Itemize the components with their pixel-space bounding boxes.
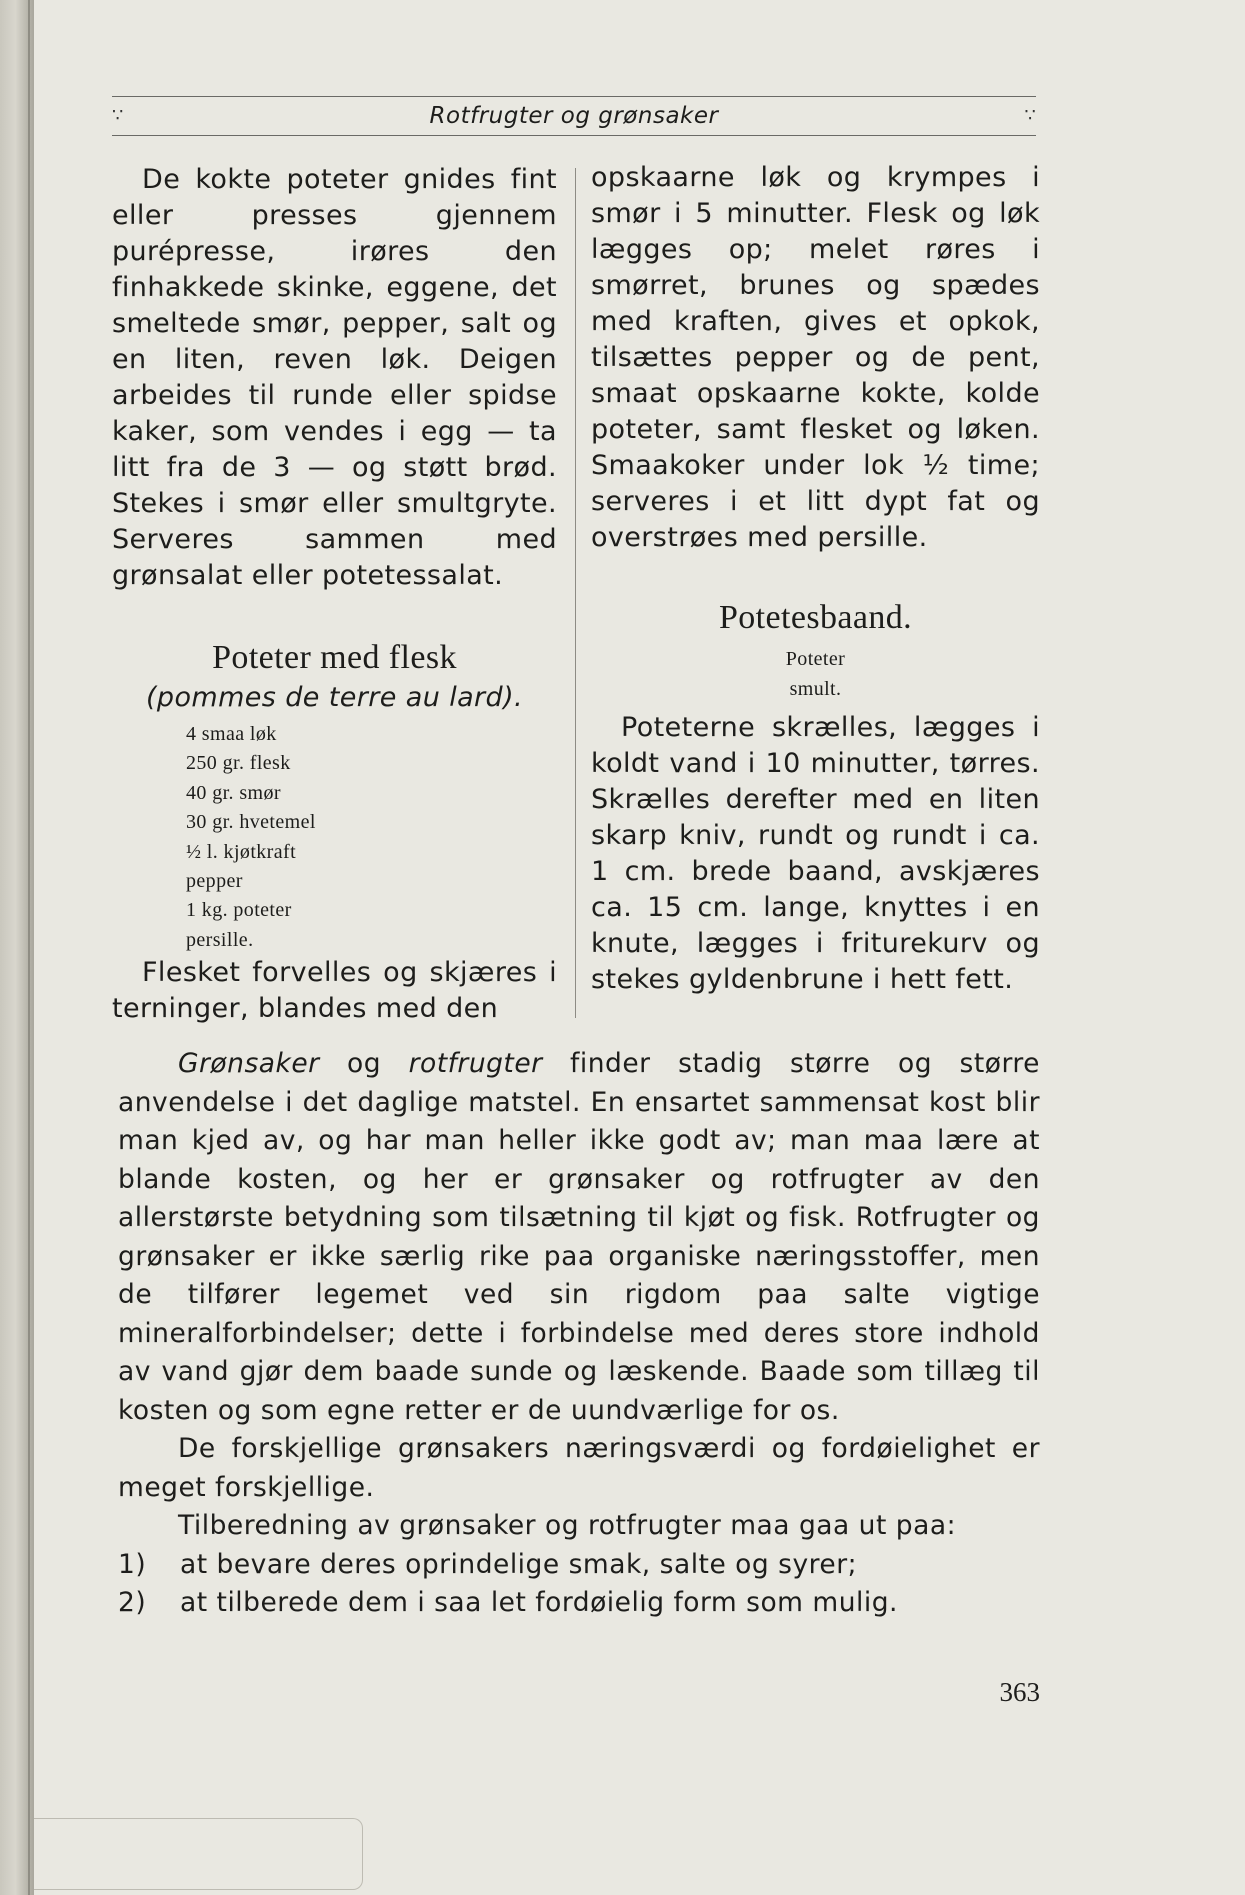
recipe-title-potetesbaand: Potetesbaand. [718,599,913,636]
ingredient-list-left [112,720,557,955]
running-header [112,96,1036,136]
ingredient-item: ½ l. kjøtkraft [186,840,297,863]
page-tab-mark [34,1818,363,1890]
right-paragraph-2: Poteterne skrælles, lægges i koldt vand i 10 minutter, tørres. Skrælles derefter med en liten skarp kniv, rundt og rundt i ca. 1 cm. brede baand, avskjæres ca. 15 cm. lange, knyttes i en knute, lægges i friturekurv og stekes gyldenbrune i hett fett. [591,712,1040,995]
text-og: og [319,1048,409,1079]
column-divider [575,168,576,1018]
left-paragraph-1: De kokte poteter gnides fint eller presses gjennem purépresse, irøres den finhakkede skinke, eggene, det smeltede smør, pepper, salt og en liten, reven løk. Deigen arbeides til runde eller spidse kaker, som vendes i egg — ta litt fra de 3 — og støtt brød. Stekes i smør eller smultgryte. Serveres sammen med grønsalat eller potetessalat. [112,164,557,591]
running-header-title: Rotfrugter og grønsaker [429,103,719,129]
list-text: at tilberede dem i saa let fordøielig form som mulig. [180,1587,898,1618]
list-item [118,1546,1040,1585]
spine-line [28,0,30,1895]
ingredient-item: 30 gr. hvetemel [186,811,316,834]
full-paragraph-3: Tilberedning av grønsaker og rotfrugter maa gaa ut paa: [178,1510,957,1541]
full-paragraph-1 [118,1045,1040,1430]
list-item [118,1584,1040,1623]
ingredient-item: persille. [186,928,254,951]
left-column [112,162,557,1027]
emphasis-gronsaker: Grønsaker [178,1048,320,1079]
right-paragraph-1: opskaarne løk og krympes i smør i 5 minutter. Flesk og løk lægges op; melet røres i smørret, brunes og spædes med kraften, gives et opkok, tilsættes pepper og de pent, smaat opskaarne kokte, kolde poteter, samt flesket og løken. Smaakoker under lok ½ time; serveres i et litt dypt fat og overstrøes med persille. [591,162,1040,553]
ingredient-item: 250 gr. flesk [186,752,291,775]
ingredient-list-right [591,644,1040,704]
full-width-text [118,1045,1040,1623]
ingredient-item: 1 kg. poteter [186,899,292,922]
recipe-subtitle: (pommes de terre au lard). [145,682,524,713]
list-text: at bevare deres oprindelige smak, salte og syrer; [180,1548,858,1580]
recipe-title-poteter-med-flesk: Poteter med flesk [212,639,457,676]
ornament-left-icon: ∵ [112,105,124,126]
ingredient-item: pepper [186,870,243,893]
full-paragraph-2: De forskjellige grønsakers næringsværdi og fordøielighet er meget forskjellige. [118,1433,1040,1503]
list-number: 2) [118,1587,147,1618]
ingredient-item: Poteter [785,648,846,670]
ingredient-item: smult. [789,678,842,700]
right-column [591,160,1040,998]
emphasis-rotfrugter: rotfrugter [408,1048,543,1079]
full-paragraph-1-rest: finder stadig større og større anvendelse i det daglige matstel. En ensartet sammensat kost blir man kjed av, og har man heller ikke godt av; man maa lære at blande kosten, og her er grønsaker og rotfrugter av den allerstørste betydning som tilsætning til kjøt og fisk. Rotfrugter og grønsaker er ikke særlig rike paa organiske næringsstoffer, men de tilfører legemet ved sin rigdom paa salte vigtige mineralforbindelser; dette i forbindelse med deres store indhold av vand gjør dem baade sunde og læskende. Baade som tillæg til kosten og som egne retter er de uundværlige for os. [118,1048,1040,1426]
ornament-right-icon: ∵ [1024,105,1036,126]
page-number: 363 [999,1677,1040,1707]
ingredient-item: 4 smaa løk [186,723,277,745]
list-number: 1) [118,1548,147,1580]
left-paragraph-2: Flesket forvelles og skjæres i terninger, blandes med den [112,957,557,1025]
ingredient-item: 40 gr. smør [186,781,281,804]
